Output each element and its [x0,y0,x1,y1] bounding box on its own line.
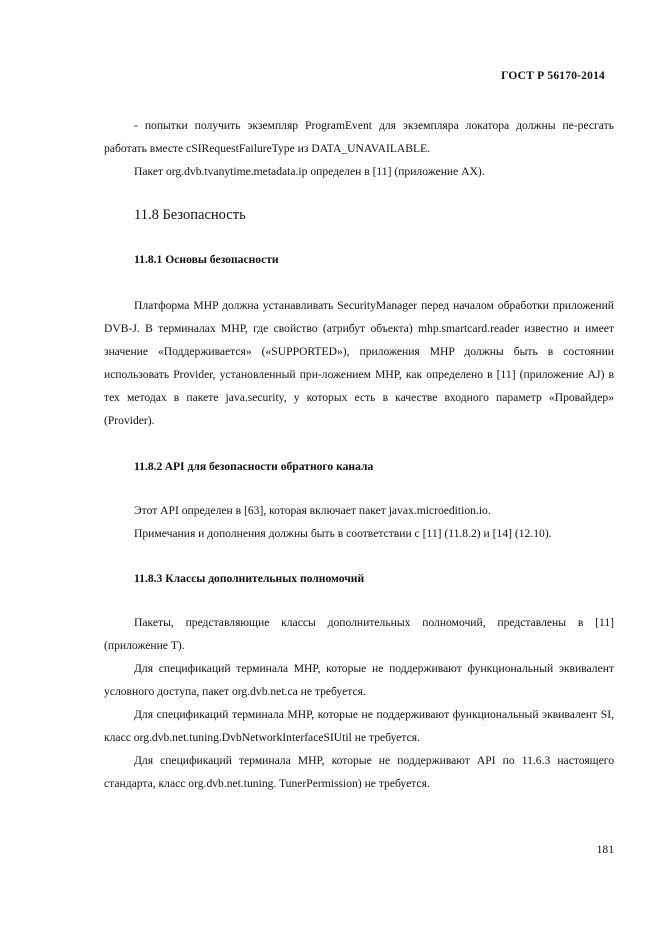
subsection-1-paragraph-1: Платформа MHP должна устанавливать SecurityManager перед началом обработки приложений DVB-J. В терминалах MHP, где свойство (атрибут объекта) mhp.smartcard.reader известно и имеет значение «Поддерживается» («SUPPORTED»), приложения MHP должны быть в состоянии использовать Provider, установленный при-ложением MHP, как определено в [11] (приложение AJ) в тех методах в пакете java.security, у которых есть в качестве входного параметр «Провайдер» (Provider). [104,299,614,427]
subsection-2-paragraph-2: Примечания и дополнения должны быть в соответствии с [11] (11.8.2) и [14] (12.10). [134,527,552,540]
intro-paragraph-2: Пакет org.dvb.tvanytime.metadata.ip определен в [11] (приложение AX). [134,165,485,178]
section-title: 11.8 Безопасность [134,207,246,223]
subsection-title-1: 11.8.1 Основы безопасности [134,253,279,266]
subsection-3-paragraph-4: Для спецификаций терминала MHP, которые не поддерживают API по 11.6.3 настоящего стандарта, класс org.dvb.net.tuning. TunerPermission) не требуется. [104,754,614,790]
subsection-3-paragraph-1: Пакеты, представляющие классы дополнительных полномочий, представлены в [11] (приложение T). [104,616,614,652]
subsection-3-paragraph-3: Для спецификаций терминала MHP, которые не поддерживают функциональный эквивалент SI, класс org.dvb.net.tuning.DvbNetworkInterfaceSIUtil не требуется. [104,708,614,744]
standard-header: ГОСТ Р 56170-2014 [501,70,605,82]
subsection-3-paragraph-2: Для спецификаций терминала MHP, которые не поддерживают функциональный эквивалент условного доступа, пакет org.dvb.net.ca не требуется. [104,662,614,698]
subsection-2-paragraph-1: Этот API определен в [63], которая включает пакет javax.microedition.io. [134,504,491,517]
subsection-title-3: 11.8.3 Классы дополнительных полномочий [134,572,365,585]
intro-paragraph-1: - попытки получить экземпляр ProgramEvent для экземпляра локатора должны пе-ресгать работать вместе cSIRequestFailureType из DATA_UNAVAILABLE. [104,119,614,155]
subsection-title-2: 11.8.2 API для безопасности обратного канала [134,460,374,473]
page-number: 181 [596,843,614,856]
page-content [104,114,614,795]
